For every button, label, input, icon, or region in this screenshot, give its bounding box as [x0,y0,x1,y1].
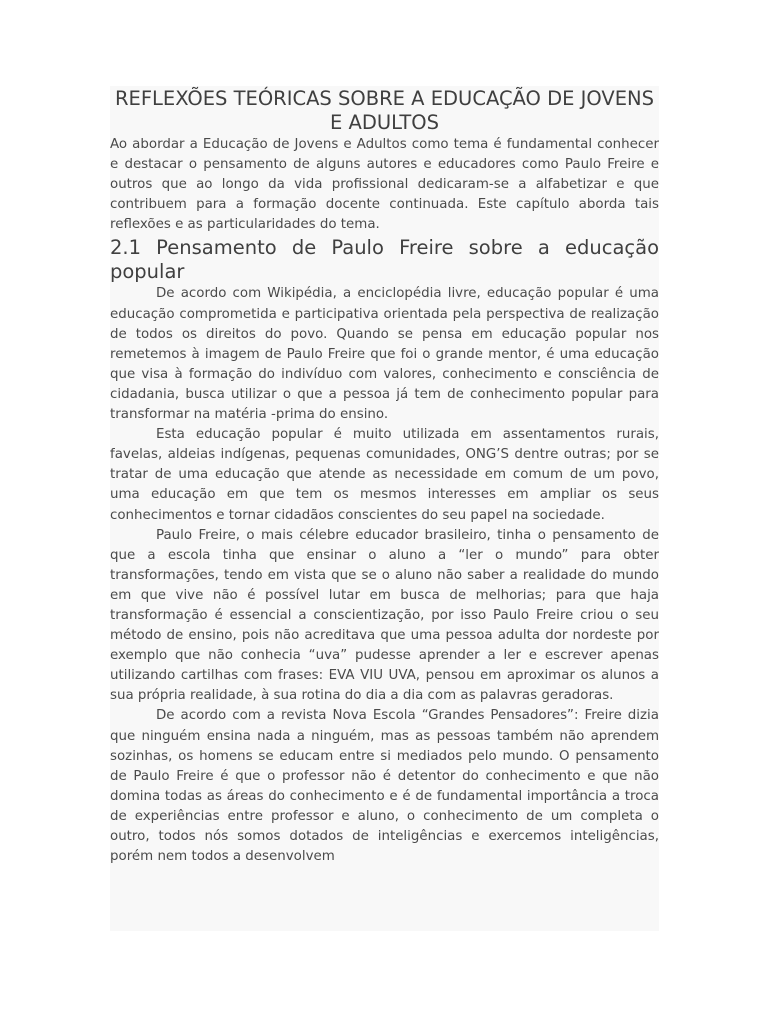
body-paragraph: Esta educação popular é muito utilizada em assentamentos rurais, favelas, aldeias indígenas, pequenas comunidades, ONG’S dentre outras; por se tratar de uma educação que atende as necessidade em comum de um povo, uma educação em que tem os mesmos interesses em ampliar os seus conhecimentos e tornar cidadãos conscientes do seu papel na sociedade. [110,427,659,523]
body-paragraph: De acordo com Wikipédia, a enciclopédia livre, educação popular é uma educação comprometida e participativa orientada pela perspectiva de realização de todos os direitos do povo. Quando se pensa em educação popular nos remetemos à imagem de Paulo Freire que foi o grande mentor, é uma educação que visa à formação do indivíduo com valores, conhecimento e consciência de cidadania, busca utilizar o que a pessoa já tem de conhecimento popular para transformar na matéria -prima do ensino. [110,286,659,423]
document-title: REFLEXÕES TEÓRICAS SOBRE A EDUCAÇÃO DE JOVENS E ADULTOS [114,87,655,134]
intro-paragraph: Ao abordar a Educação de Jovens e Adultos como tema é fundamental conhecer e destacar o pensamento de alguns autores e educadores como Paulo Freire e outros que ao longo da vida profissional dedicaram-se a alfabetizar e que contribuem para a formação docente continuada. Este capítulo aborda tais reflexões e as particularidades do tema. [110,137,659,233]
body-paragraph: Paulo Freire, o mais célebre educador brasileiro, tinha o pensamento de que a escola tinha que ensinar o aluno a “ler o mundo” para obter transformações, tendo em vista que se o aluno não saber a realidade do mundo em que vive não é possível lutar em busca de melhorias; para que haja transformação é essencial a conscientização, por isso Paulo Freire criou o seu método de ensino, pois não acreditava que uma pessoa adulta dor nordeste por exemplo que não conhecia “uva” pudesse aprender a ler e escrever apenas utilizando cartilhas com frases: EVA VIU UVA, pensou em aproximar os alunos a sua própria realidade, à sua rotina do dia a dia com as palavras geradoras. [110,527,659,704]
document-page [110,86,659,931]
body-paragraph: De acordo com a revista Nova Escola “Grandes Pensadores”: Freire dizia que ninguém ensina nada a ninguém, mas as pessoas também não aprendem sozinhas, os homens se educam entre si mediados pelo mundo. O pensamento de Paulo Freire é que o professor não é detentor do conhecimento e que não domina todas as áreas do conhecimento e é de fundamental importância a troca de experiências entre professor e aluno, o conhecimento de um completa o outro, todos nós somos dotados de inteligências e exercemos inteligências, porém nem todos a desenvolvem [110,708,659,865]
section-heading: 2.1 Pensamento de Paulo Freire sobre a educação popular [110,236,659,284]
